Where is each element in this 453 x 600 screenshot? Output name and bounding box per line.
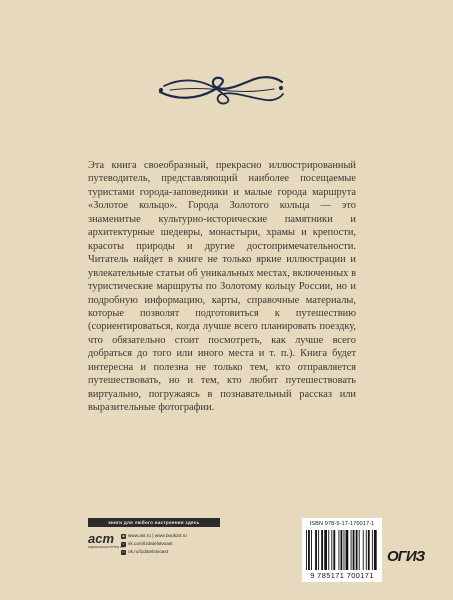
isbn-barcode	[302, 518, 382, 582]
barcode-bar	[359, 530, 360, 570]
isbn-label: ISBN 978-5-17-170017-1	[309, 521, 375, 527]
website-link-text: www.ast.ru | www.book24.ru	[128, 533, 187, 538]
globe-icon: ◉	[121, 533, 126, 538]
barcode-bar	[331, 530, 332, 570]
barcode-bar	[374, 530, 377, 570]
barcode-digits: 9 785171 700171	[310, 571, 374, 580]
barcode-bar	[306, 530, 307, 570]
publisher-block	[88, 518, 220, 556]
barcode-bar	[368, 530, 370, 570]
ok-icon: o	[122, 549, 125, 554]
barcode-bar	[340, 530, 342, 570]
website-link[interactable]	[121, 532, 187, 540]
barcode-bar	[363, 530, 364, 570]
barcode-bar	[315, 530, 317, 570]
barcode-bar	[344, 530, 345, 570]
barcode-bar	[333, 530, 335, 570]
barcode-bar	[366, 530, 367, 570]
barcode-bar	[324, 530, 327, 570]
barcode-bar	[308, 530, 310, 570]
barcode-bar	[356, 530, 358, 570]
ogiz-logo-text: ОГИЗ	[387, 548, 425, 565]
publisher-links	[121, 532, 187, 556]
barcode-bars	[306, 530, 378, 570]
barcode-bar	[338, 530, 339, 570]
barcode-bar	[372, 530, 373, 570]
publisher-row	[88, 532, 220, 556]
ok-link-text: ok.ru/izdatelstvoast	[128, 549, 169, 554]
barcode-bar	[321, 530, 323, 570]
ast-logo	[88, 531, 126, 549]
barcode-bar	[311, 530, 312, 570]
flourish-ornament-icon	[156, 70, 286, 110]
ok-link[interactable]	[121, 548, 187, 556]
publisher-tagline: книги для любого настроения здесь	[88, 518, 220, 527]
barcode-bar	[318, 530, 319, 570]
vk-icon: v	[122, 541, 125, 546]
back-cover-blurb	[88, 159, 356, 415]
ogiz-imprint-logo	[387, 547, 425, 567]
vk-link[interactable]	[121, 540, 187, 548]
barcode-bar	[351, 530, 352, 570]
barcode-bar	[346, 530, 349, 570]
barcode-bar	[353, 530, 355, 570]
vk-link-text: vk.com/izdatelstvoast	[128, 541, 173, 546]
barcode-bar	[328, 530, 329, 570]
blurb-paragraph: Эта книга своеобразный, прекрасно иллюстрированный путеводитель, представляющий наиболее посещаемые туристами города-заповедники и малые города маршрута «Золотое кольцо». Города Золотого кольца — это знаменитые культурно-исторические памятники и архитектурные шедевры, монастыри, храмы и крепости, красоты природы и другие достопримечательности. Читатель найдет в книге не только яркие иллюстрации и увлекательные статьи об уникальных местах, включенных в туристические маршруты по Золотому кольцу России, но и подробную информацию, карты, справочные материалы, которые позволят подготовиться к путешествию (сориентироваться, когда лучше всего планировать поездку, что обязательно стоит посмотреть, как лучше всего добраться до того или иного места и т. п.). Книга будет интересна и полезна не только тем, кто отправляется путешествовать, но и тем, кто любит путешествовать виртуально, погружаясь в познавательный рассказ или выразительные фотографии.	[88, 160, 356, 414]
ast-logo-text: аст	[88, 531, 115, 546]
ast-logo-caption: ИЗДАТЕЛЬСКАЯ ГРУППА АСТ	[88, 546, 126, 549]
